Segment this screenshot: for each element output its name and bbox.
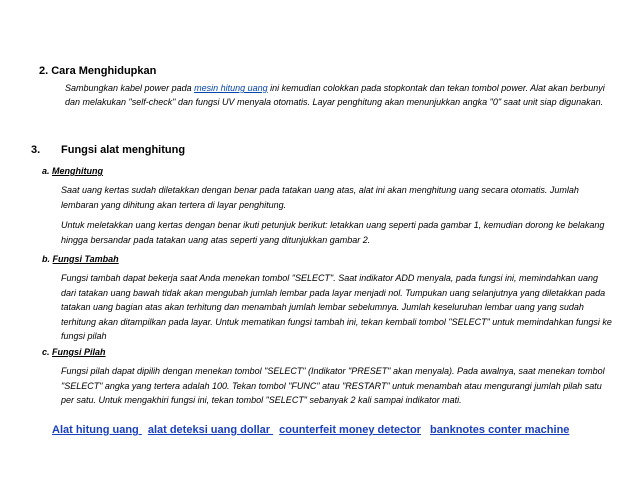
section-3-number: 3. (31, 144, 41, 156)
subsection-a-title: Menghitung (52, 166, 104, 176)
subsection-b-title: Fungsi Tambah (52, 254, 119, 264)
subsection-c-paragraph: Fungsi pilah dapat dipilih dengan menekan tombol "SELECT" (Indikator "PRESET" akan menyala). Pada awalnya, saat menekan tombol "SELECT" angka yang tertera adalah 100. Tekan tombol "FUNC" atau "RESTART" untuk menambah atau mengurangi jumlah pilah satu per satu. Untuk mengakhiri fungsi ini, tekan tombol "SELECT" sebanyak 2 kali sampai indikator mati. (61, 366, 605, 405)
section-2-paragraph (65, 81, 613, 109)
subsection-a-paragraph-1: Saat uang kertas sudah diletakkan dengan benar pada tatakan uang atas, alat ini akan menghitung uang secara otomatis. Jumlah lembaran yang dihitung akan tertera di layar penghitung. (61, 185, 579, 210)
mesin-hitung-uang-link[interactable]: mesin hitung uang (194, 83, 268, 93)
subsection-a-paragraph-2: Untuk meletakkan uang kertas dengan benar ikuti petunjuk berikut: letakkan uang seperti pada gambar 1, kemudian dorong ke belakang hingga bersandar pada tatakan uang atas seperti yang ditunjukkan gambar 2. (61, 220, 605, 245)
footer-links (52, 424, 575, 436)
subsection-c-title: Fungsi Pilah (52, 347, 106, 357)
subsection-c-heading (42, 347, 106, 357)
section-2-text-after: ini kemudian colokkan pada stopkontak dan tekan tombol power. Alat akan berbunyi dan melakukan "self-check" dan fungsi UV menyala otomatis. Layar penghitung akan menunjukkan angka "0" saat unit siap digunakan. (65, 83, 605, 107)
subsection-a-heading (42, 166, 103, 176)
alat-hitung-uang-link[interactable]: Alat hitung uang (52, 424, 142, 436)
subsection-b-heading (42, 254, 119, 264)
counterfeit-money-detector-link[interactable]: counterfeit money detector (279, 424, 421, 436)
banknotes-conter-machine-link[interactable]: banknotes conter machine (430, 424, 570, 436)
section-2-heading: 2. Cara Menghidupkan (39, 65, 157, 77)
alat-deteksi-uang-dollar-link[interactable]: alat deteksi uang dollar (147, 424, 274, 436)
subsection-b-paragraph: Fungsi tambah dapat bekerja saat Anda menekan tombol "SELECT". Saat indikator ADD menyala, pada fungsi ini, memindahkan uang dari tatakan uang bawah tidak akan mengubah jumlah lembar pada layar menjadi nol. Tumpukan uang selanjutnya yang diletakkan pada tatakan uang bagian atas akan terhitung dan menambah jumlah lembar sebelumnya. Jumlah keseluruhan lembar uang yang sudah terhitung akan ditampilkan pada layar. Untuk mematikan fungsi tambah ini, tekan kembali tombol "SELECT" untuk memindahkan fungsi ke fungsi pilah (61, 273, 612, 341)
subsection-c-letter: c. (42, 347, 50, 357)
subsection-b-letter: b. (42, 254, 50, 264)
section-3-heading: Fungsi alat menghitung (61, 144, 186, 156)
subsection-a-letter: a. (42, 166, 50, 176)
section-2-text-before: Sambungkan kabel power pada (65, 83, 195, 93)
